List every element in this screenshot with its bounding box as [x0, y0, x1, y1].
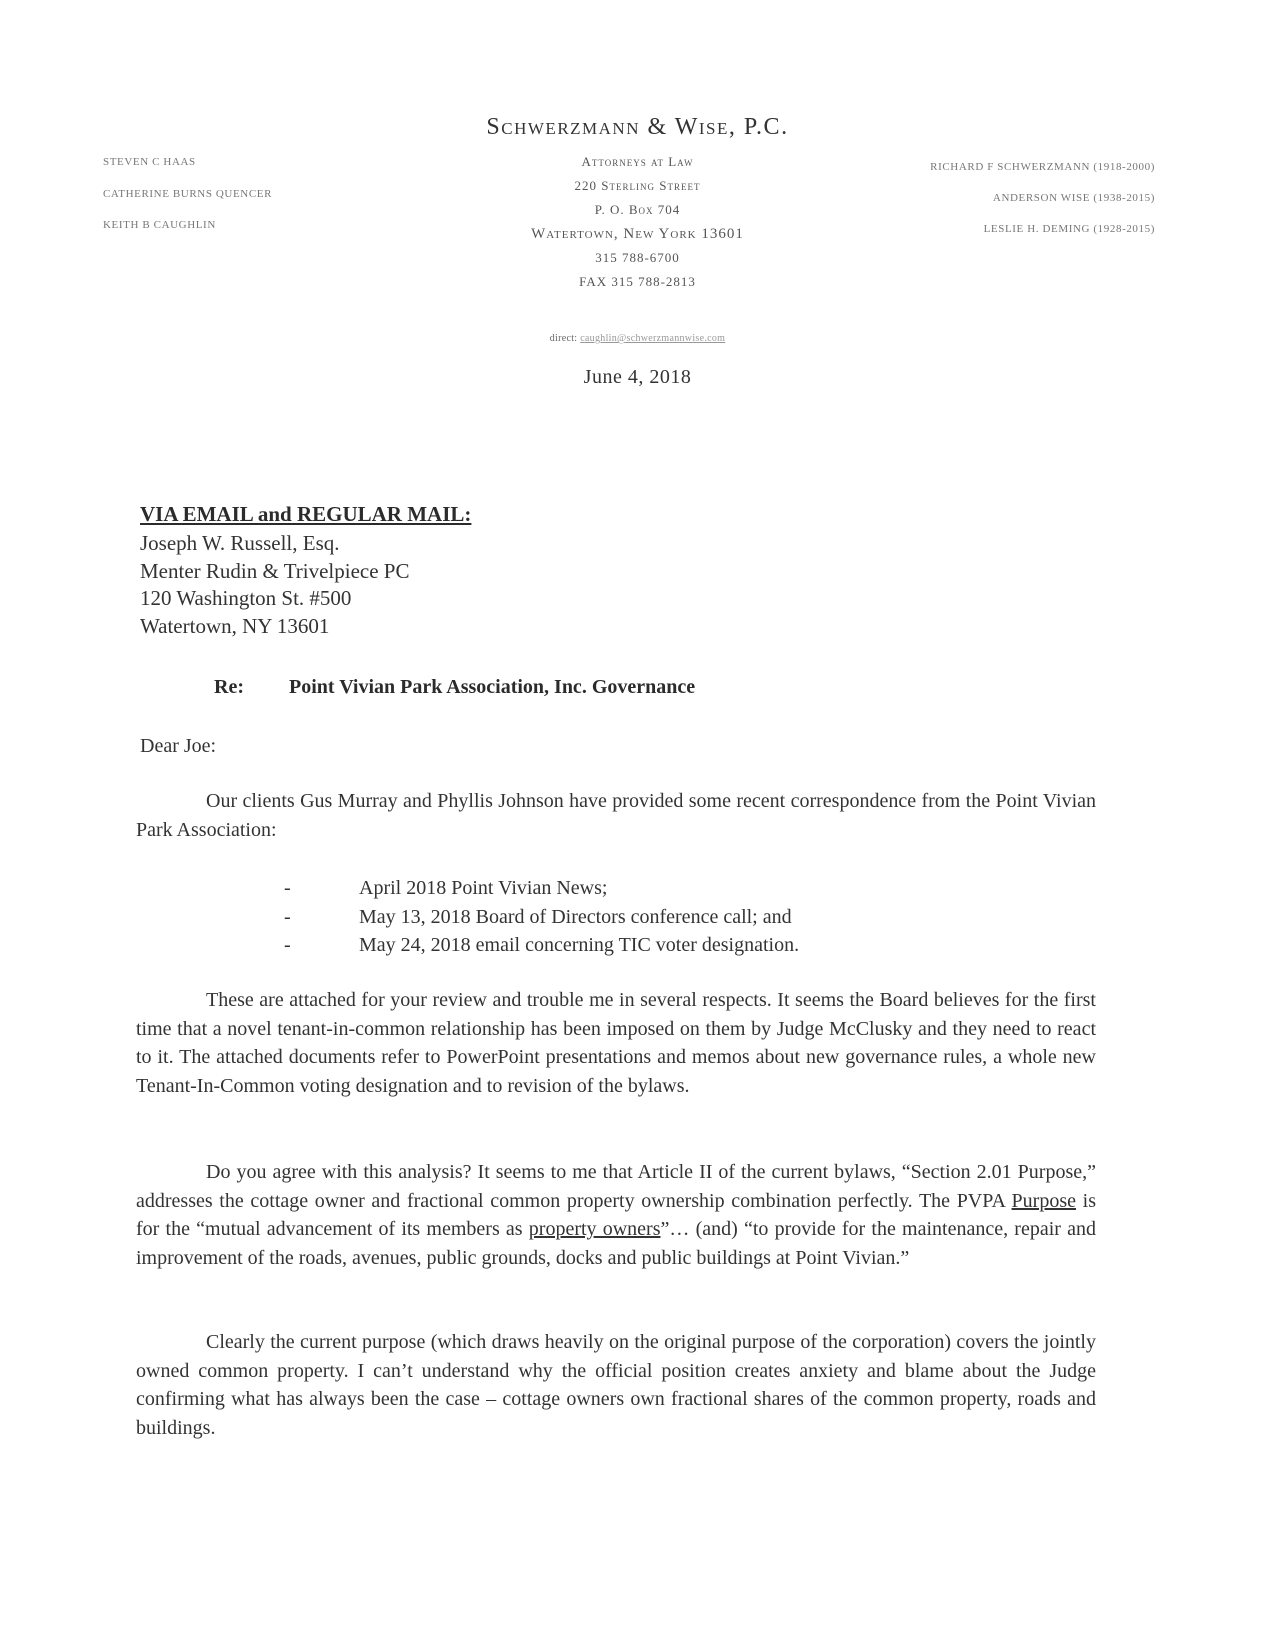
founder-list	[930, 152, 1155, 245]
recipient-street: 120 Washington St. #500	[140, 586, 352, 610]
re-subject: Point Vivian Park Association, Inc. Governance	[289, 676, 696, 698]
body-paragraph-4	[136, 1328, 1096, 1442]
direct-email-link[interactable]: caughlin@schwerzmannwise.com	[580, 333, 726, 344]
paragraph-text: Clearly the current purpose (which draws heavily on the original purpose of the corporation) covers the jointly owned common property. I can’t understand why the official position creates anxiety and blame about the Judge confirming what has always been the case – cottage owners own fractional shares of the common property, roads and buildings.	[136, 1331, 1096, 1439]
partner-name: STEVEN C HAAS	[103, 156, 196, 168]
recipient-city: Watertown, NY 13601	[140, 613, 330, 638]
paragraph-text: These are attached for your review and trouble me in several respects. It seems the Board believes for the first time that a novel tenant-in-common relationship has been imposed on them by Judge McClusky and they need to react to it. The attached documents refer to PowerPoint presentations and memos about new governance rules, a whole new Tenant-In-Common voting designation and to revision of the bylaws.	[136, 989, 1096, 1097]
founder-name: RICHARD F SCHWERZMANN (1918-2000)	[930, 161, 1155, 173]
delivery-method: VIA EMAIL and REGULAR MAIL:	[140, 502, 472, 526]
paragraph-text: is for the “mutual advancement of its members as	[136, 1189, 1096, 1240]
underlined-property-owners: property owners	[528, 1218, 661, 1240]
list-item-text: April 2018 Point Vivian News;	[359, 877, 608, 899]
direct-contact	[0, 333, 1275, 344]
firm-city: Watertown, New York 13601	[531, 226, 744, 242]
paragraph-text: Our clients Gus Murray and Phyllis Johnson have provided some recent correspondence from the Point Vivian Park Association:	[136, 790, 1096, 841]
body-paragraph-2	[136, 986, 1096, 1100]
partner-name: KEITH B CAUGHLIN	[103, 219, 216, 231]
recipient-name: Joseph W. Russell, Esq.	[140, 531, 340, 555]
partner-list	[103, 147, 272, 242]
paragraph-text: Do you agree with this analysis? It seems to me that Article II of the current bylaws, “Section 2.01 Purpose,” addresses the cottage owner and fractional common property ownership combination perfectly. The PVPA	[136, 1161, 1096, 1212]
direct-label: direct:	[549, 333, 578, 344]
underlined-purpose: Purpose	[1011, 1189, 1076, 1212]
bullet-dash: -	[284, 934, 291, 956]
bullet-dash: -	[284, 877, 291, 899]
firm-fax: FAX 315 788-2813	[579, 274, 696, 289]
re-label: Re:	[214, 676, 244, 698]
firm-phone: 315 788-6700	[595, 250, 680, 265]
paragraph-text: ”… (and) “to provide for the maintenance, repair and improvement of the roads, avenues, public grounds, docks and public buildings at Point Vivian.”	[136, 1218, 1096, 1269]
recipient-address	[140, 530, 410, 640]
bullet-dash: -	[284, 905, 291, 928]
salutation: Dear Joe:	[140, 735, 217, 757]
body-paragraph-1	[136, 787, 1096, 844]
firm-practice: Attorneys at Law	[581, 154, 694, 169]
founder-name: ANDERSON WISE (1938-2015)	[992, 192, 1155, 204]
letter-date: June 4, 2018	[583, 366, 692, 388]
body-paragraph-3	[136, 1158, 1096, 1272]
firm-po-box: P. O. Box 704	[594, 202, 681, 217]
founder-name: LESLIE H. DEMING (1928-2015)	[983, 223, 1155, 235]
recipient-firm: Menter Rudin & Trivelpiece PC	[140, 558, 410, 583]
firm-street: 220 Sterling Street	[574, 178, 701, 193]
list-item-text: May 24, 2018 email concerning TIC voter designation.	[359, 934, 800, 956]
list-item-text: May 13, 2018 Board of Directors conference call; and	[359, 905, 792, 928]
partner-name: CATHERINE BURNS QUENCER	[103, 187, 273, 200]
firm-name: Schwerzmann & Wise, P.C.	[486, 114, 789, 140]
